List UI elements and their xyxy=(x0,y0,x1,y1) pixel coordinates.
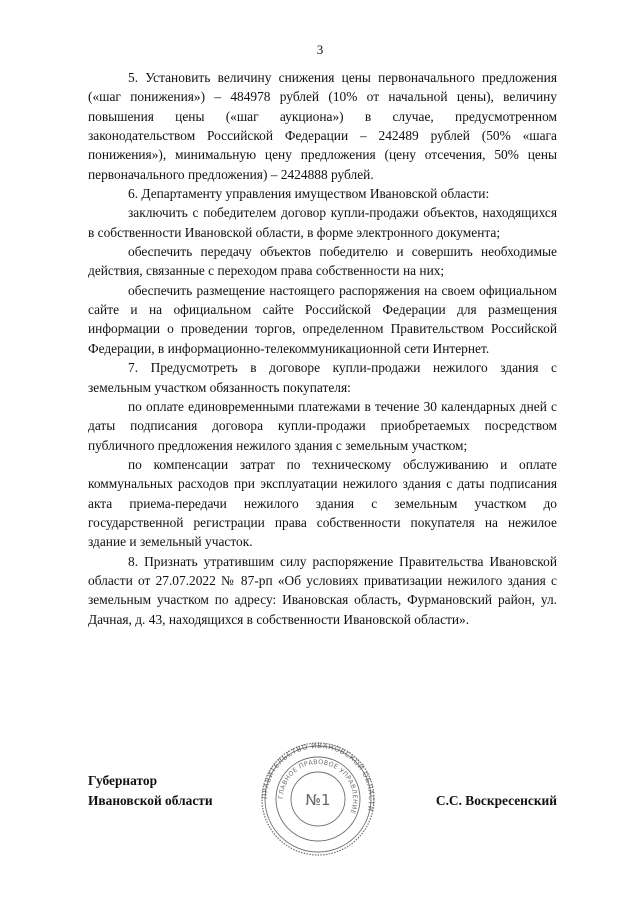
paragraph-7: 7. Предусмотреть в договоре купли-продажи нежилого здания с земельным участком обязанность покупателя: xyxy=(88,360,557,395)
signatory-title xyxy=(88,771,213,811)
signatory-title-line-2: Ивановской области xyxy=(88,793,213,808)
paragraph-7-compensation: по компенсации затрат по техническому обслуживанию и оплате коммунальных расходов при эксплуатации нежилого здания с даты подписания акта приема-передачи нежилого здания с земельным участком до государственной регистрации права собственности покупателя на нежилое здание и земельный участок. xyxy=(88,456,557,550)
official-stamp xyxy=(260,741,376,857)
paragraph-6-conclude-contract: заключить с победителем договор купли-продажи объектов, находящихся в собственности Ивановской области, в форме электронного документа; xyxy=(88,205,557,240)
page-number: 3 xyxy=(316,42,324,57)
stamp-number: №1 xyxy=(305,791,331,809)
signature-block xyxy=(88,741,557,871)
paragraph-5: 5. Установить величину снижения цены первоначального предложения («шаг понижения») – 484978 рублей (10% от начальной цены), величину повышения цены («шаг аукциона») в случае, предусмотренном законодательством Российской Федерации – 242489 рублей (50% «шага понижения»), минимальную цену предложения (цену отсечения, 50% цены первоначального предложения) – 2424888 рублей. xyxy=(88,70,557,182)
document-body xyxy=(88,68,557,629)
signatory-name: С.С. Воскресенский xyxy=(435,793,557,808)
paragraph-7-payment: по оплате единовременными платежами в течение 30 календарных дней с даты подписания договора купли-продажи приобретаемых посредством публичного предложения нежилого здания с земельным участком; xyxy=(88,398,557,453)
stamp-outer-text: ПРАВИТЕЛЬСТВО ИВАНОВСКОЙ ОБЛАСТИ xyxy=(260,741,376,813)
stamp-inner-text: ГЛАВНОЕ ПРАВОВОЕ УПРАВЛЕНИЕ xyxy=(277,758,359,815)
paragraph-6-transfer-objects: обеспечить передачу объектов победителю и совершить необходимые действия, связанные с переходом права собственности на них; xyxy=(88,244,557,279)
paragraph-6-publish-order: обеспечить размещение настоящего распоряжения на своем официальном сайте и на официальном сайте Российской Федерации для размещения информации о проведении торгов, определенном Правительством Российской Федерации, в информационно-телекоммуникационной сети Интернет. xyxy=(88,282,557,356)
paragraph-6: 6. Департаменту управления имуществом Ивановской области: xyxy=(128,186,490,202)
signatory-title-line-1: Губернатор xyxy=(88,773,158,788)
paragraph-8: 8. Признать утратившим силу распоряжение Правительства Ивановской области от 27.07.2022 № 87-рп «Об условиях приватизации нежилого здания с земельным участком по адресу: Ивановская область, Фурмановский район, ул. Дачная, д. 43, находящихся в собственности Ивановской области». xyxy=(88,553,557,627)
